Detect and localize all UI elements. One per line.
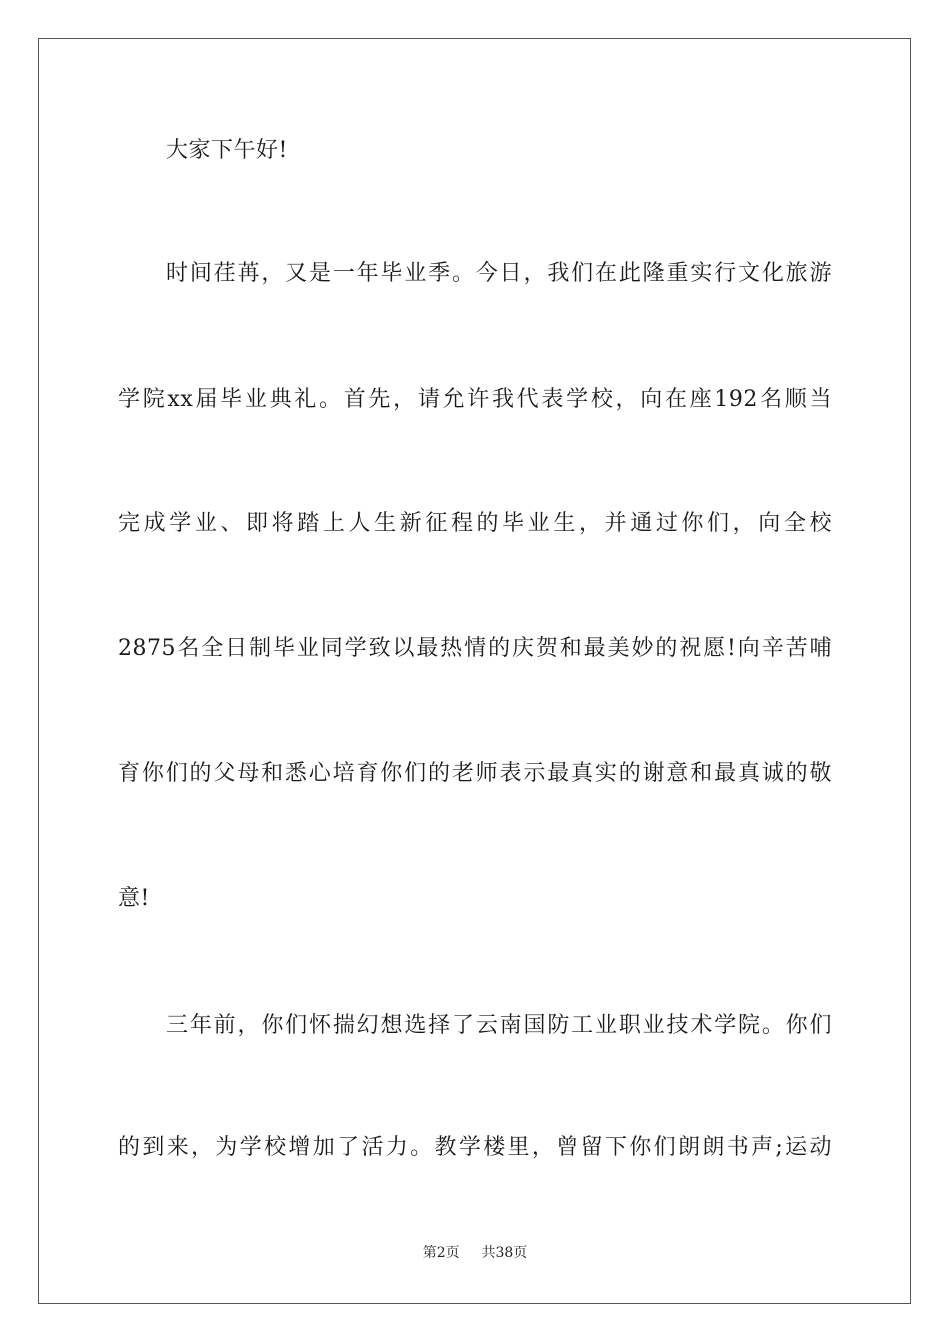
paragraph-line: 育你们的父母和悉心培育你们的老师表示最真实的谢意和最真诚的敬: [118, 761, 832, 786]
page-border: [38, 38, 911, 1304]
page-footer: [0, 1243, 950, 1263]
paragraph-line: 时间荏苒，又是一年毕业季。今日，我们在此隆重实行文化旅游: [166, 261, 832, 286]
page-number: 第2页: [422, 1245, 460, 1261]
paragraph-line: 完成学业、即将踏上人生新征程的毕业生，并通过你们，向全校: [118, 511, 832, 536]
paragraph-line: 大家下午好!: [166, 138, 288, 163]
paragraph-line: 2875名全日制毕业同学致以最热情的庆贺和最美妙的祝愿!向辛苦哺: [118, 636, 832, 661]
page-total: 共38页: [481, 1245, 528, 1261]
paragraph-line: 学院xx届毕业典礼。首先，请允许我代表学校，向在座192名顺当: [118, 387, 832, 412]
paragraph-line: 意!: [118, 886, 150, 911]
paragraph-line: 的到来，为学校增加了活力。教学楼里，曾留下你们朗朗书声;运动: [118, 1135, 832, 1160]
paragraph-line: 三年前，你们怀揣幻想选择了云南国防工业职业技术学院。你们: [166, 1013, 832, 1038]
